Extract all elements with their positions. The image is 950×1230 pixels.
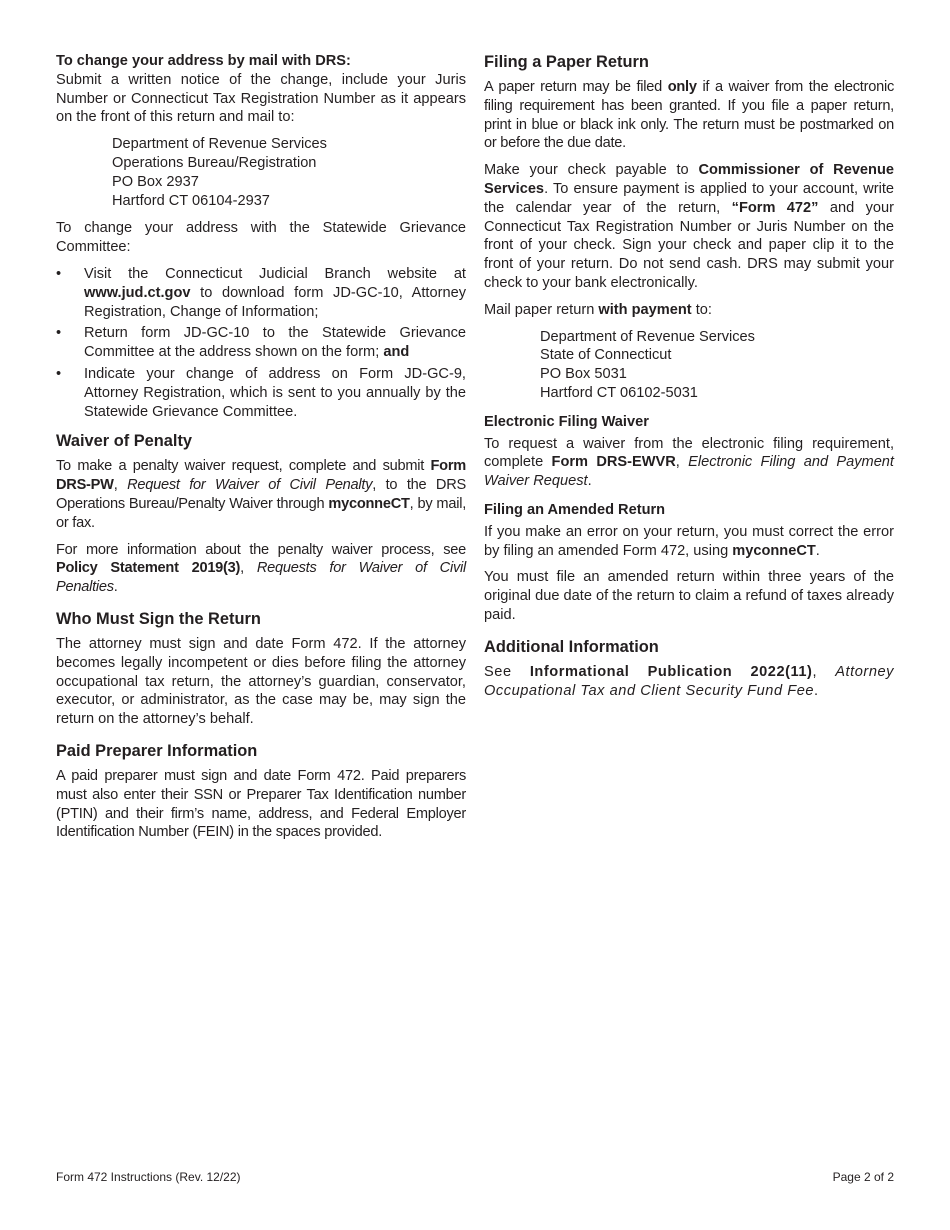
preparer-heading: Paid Preparer Information — [56, 741, 258, 760]
preparer-text: A paid preparer must sign and date Form 472. Paid preparers must also enter their SSN or Preparer Tax Identification number (PTIN) and their firm’s name, address, and Federal Employer Identification Number (FEIN) in the spaces provided. — [56, 767, 466, 841]
mail-paragraph: Mail paper return with payment to: — [484, 301, 712, 318]
address-line: Department of Revenue Services — [540, 328, 755, 345]
ewaiver-heading: Electronic Filing Waiver — [484, 413, 649, 430]
grievance-steps-list — [56, 265, 466, 421]
address-mail-text: Submit a written notice of the change, include your Juris Number or Connecticut Tax Registration Number as it appears on the front of this return and mail to: — [56, 71, 466, 126]
check-paragraph: Make your check payable to Commissioner of Revenue Services. To ensure payment is applied to your account, write the calendar year of the return, “Form 472” and your Connecticut Tax Registration Number or Juris Number on the front of your check. Sign your check and paper clip it to the front of your return. Do not send cash. DRS may submit your check to your bank electronically. — [484, 162, 894, 291]
grievance-intro: To change your address with the Statewide Grievance Committee: — [56, 220, 466, 256]
address-line: PO Box 2937 — [112, 173, 199, 190]
amended-heading: Filing an Amended Return — [484, 501, 666, 518]
waiver-heading: Waiver of Penalty — [56, 432, 193, 451]
additional-heading: Additional Information — [484, 637, 659, 656]
address-mail-heading: To change your address by mail with DRS: — [56, 53, 351, 69]
sign-heading: Who Must Sign the Return — [56, 609, 261, 628]
address-line: Hartford CT 06102-5031 — [540, 384, 698, 401]
address-line: State of Connecticut — [540, 347, 672, 364]
amended-paragraph-2: You must file an amended return within three years of the original due date of the return to claim a refund of taxes already paid. — [484, 569, 894, 623]
ewaiver-paragraph: To request a waiver from the electronic filing requirement, complete Form DRS-EWVR, Electronic Filing and Payment Waiver Request. — [484, 435, 894, 490]
myconnect-link[interactable]: myconneCT — [328, 495, 410, 512]
address-line: Operations Bureau/Registration — [112, 154, 317, 171]
drs-registration-address — [112, 135, 466, 210]
list-item: • Indicate your change of address on Form JD-GC-9, Attorney Registration, which is sent to you annually by the Statewide Grievance Committee. — [56, 365, 466, 421]
waiver-paragraph-2: For more information about the penalty waiver process, see Policy Statement 2019(3), Requests for Waiver of Civil Penalties. — [56, 541, 466, 596]
jud-website-link[interactable]: www.jud.ct.gov — [84, 284, 191, 301]
form-info-footer: Form 472 Instructions (Rev. 12/22) — [56, 1170, 241, 1184]
address-line: Hartford CT 06104-2937 — [112, 192, 270, 209]
page-number: Page 2 of 2 — [832, 1170, 894, 1184]
mail-address — [540, 328, 894, 403]
left-column — [56, 52, 466, 850]
address-line: PO Box 5031 — [540, 366, 627, 383]
myconnect-link[interactable]: myconneCT — [732, 542, 816, 559]
waiver-paragraph-1: To make a penalty waiver request, complete and submit Form DRS-PW, Request for Waiver of Civil Penalty, to the DRS Operations Bureau/Penalty Waiver through myconneCT, by mail, or fax. — [56, 458, 466, 531]
paper-paragraph: A paper return may be filed only if a waiver from the electronic filing requirement has been granted. If you file a paper return, print in blue or black ink only. The return must be postmarked on or before the due date. — [484, 79, 894, 152]
list-item: • Return form JD-GC-10 to the Statewide Grievance Committee at the address shown on the form; and — [56, 324, 466, 362]
sign-text: The attorney must sign and date Form 472. If the attorney becomes legally incompetent or dies before filing the attorney occupational tax return, the attorney’s guardian, conservator, executor, or administrator, as the case may be, may sign the return on the attorney’s behalf. — [56, 635, 466, 728]
paper-heading: Filing a Paper Return — [484, 53, 649, 71]
amended-paragraph-1: If you make an error on your return, you must correct the error by filing an amended Form 472, using myconneCT. — [484, 523, 894, 559]
additional-paragraph: See Informational Publication 2022(11), Attorney Occupational Tax and Client Security Fund Fee. — [484, 663, 895, 699]
right-column — [484, 52, 894, 708]
list-item: • Visit the Connecticut Judicial Branch website at www.jud.ct.gov to download form JD-GC-10, Attorney Registration, Change of Information; — [56, 265, 466, 321]
address-line: Department of Revenue Services — [112, 136, 327, 153]
